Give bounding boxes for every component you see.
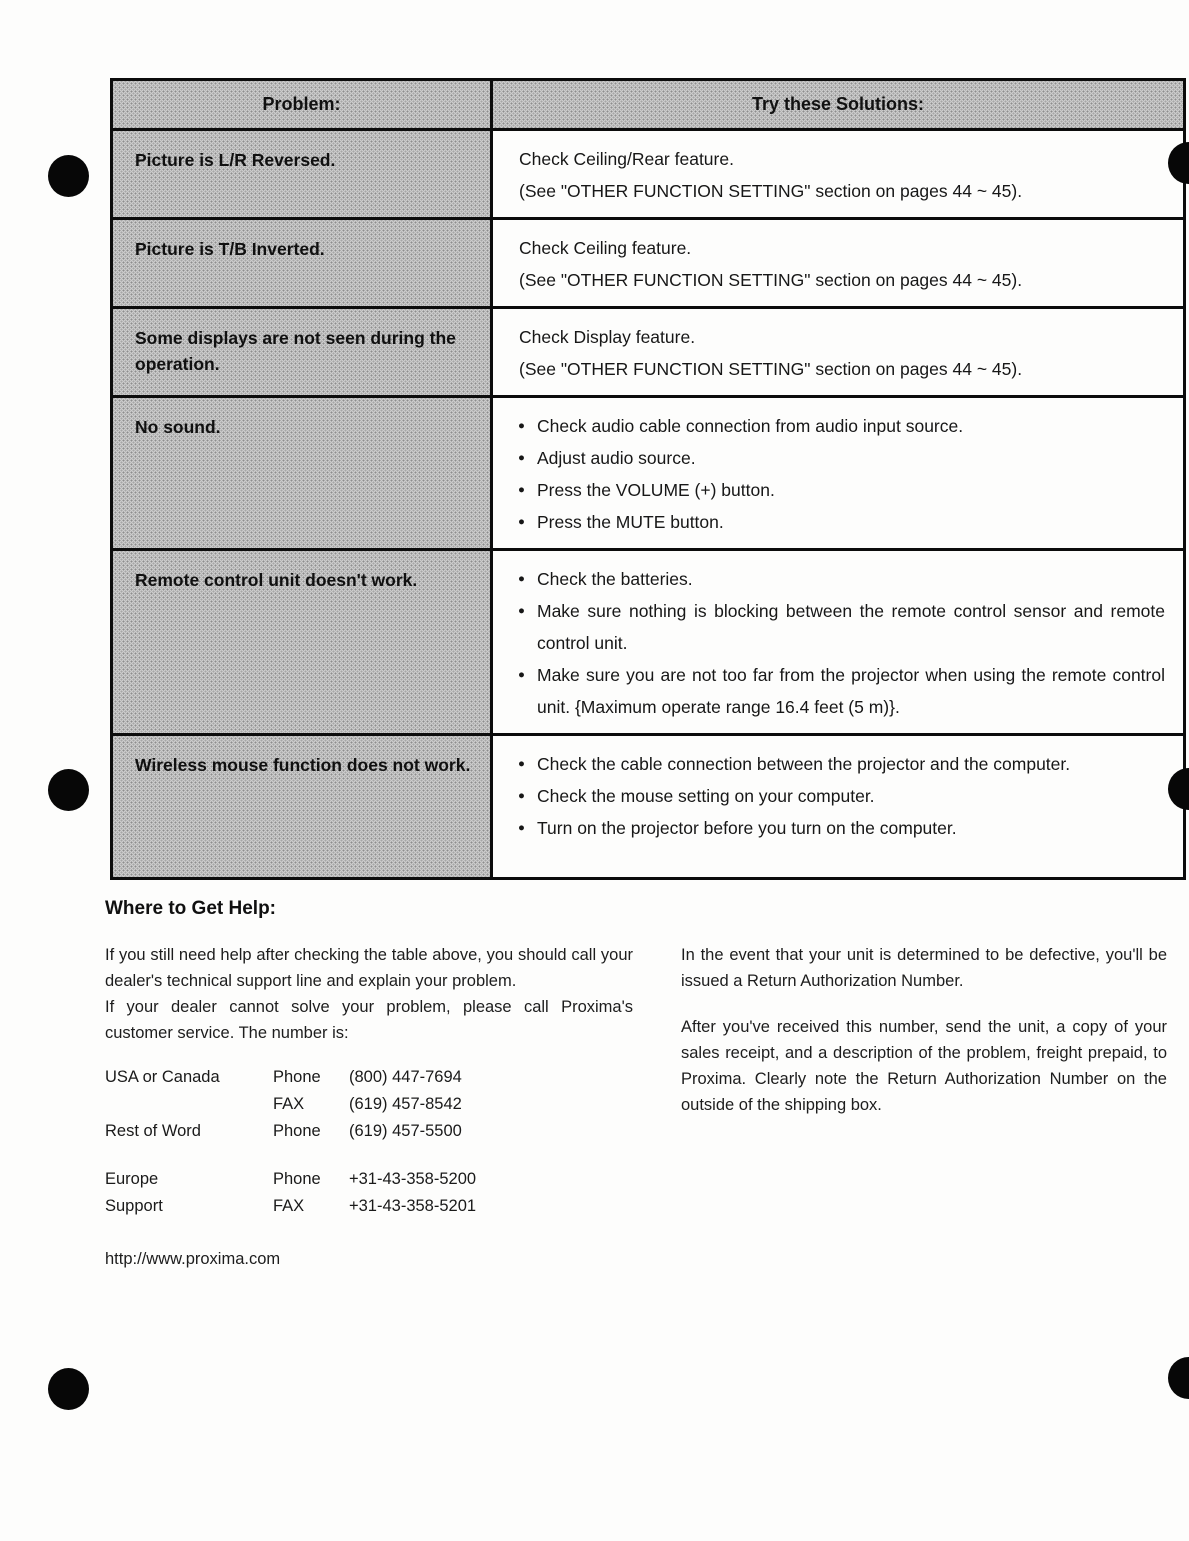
contact-region: USA or Canada xyxy=(105,1068,220,1086)
problem-text: No sound. xyxy=(135,417,221,437)
contact-row xyxy=(105,1091,633,1118)
contact-method: FAX xyxy=(273,1095,305,1113)
table-row xyxy=(112,219,1185,308)
problem-cell xyxy=(112,550,492,735)
solution-line: ● Check audio cable connection from audio input source. xyxy=(519,410,1165,442)
punch-hole xyxy=(48,769,89,811)
problem-text: Picture is L/R Reversed. xyxy=(135,150,336,170)
contact-number: +31-43-358-5201 xyxy=(349,1197,477,1215)
help-columns xyxy=(105,942,1167,1272)
contact-method: FAX xyxy=(273,1197,305,1215)
help-section xyxy=(105,898,1167,1272)
solution-line: ● Adjust audio source. xyxy=(519,442,1165,474)
problem-text: Some displays are not seen during the operation. xyxy=(135,328,456,374)
column-header-solutions: Try these Solutions: xyxy=(492,80,1185,130)
solution-line: (See "OTHER FUNCTION SETTING" section on pages 44 ~ 45). xyxy=(519,181,1023,201)
problem-cell xyxy=(112,130,492,219)
contact-row xyxy=(105,1118,633,1145)
table-row xyxy=(112,308,1185,397)
contact-row xyxy=(105,1193,633,1220)
contact-method: Phone xyxy=(273,1170,321,1188)
solution-line: (See "OTHER FUNCTION SETTING" section on pages 44 ~ 45). xyxy=(519,359,1023,379)
solution-line: ● Make sure nothing is blocking between the remote control sensor and remote control unit. xyxy=(519,595,1165,659)
solution-line: (See "OTHER FUNCTION SETTING" section on pages 44 ~ 45). xyxy=(519,270,1023,290)
punch-hole xyxy=(48,155,89,197)
contact-region: Support xyxy=(105,1197,163,1215)
solution-list xyxy=(519,563,1165,723)
problem-cell xyxy=(112,308,492,397)
solution-line: ● Check the batteries. xyxy=(519,563,1165,595)
table-header-row xyxy=(112,80,1185,130)
contact-number: (619) 457-8542 xyxy=(349,1095,462,1113)
help-paragraph: After you've received this number, send the unit, a copy of your sales receipt, and a description of the problem, freight prepaid, to Proxima. Clearly note the Return Authorization Number on the outside of the shipping box. xyxy=(681,1018,1167,1114)
solution-cell xyxy=(492,219,1185,308)
contact-method: Phone xyxy=(273,1122,321,1140)
problem-cell xyxy=(112,219,492,308)
solution-list xyxy=(519,748,1165,844)
table-row xyxy=(112,397,1185,550)
problem-cell xyxy=(112,397,492,550)
solution-line: Check Ceiling/Rear feature. xyxy=(519,149,734,169)
solution-line: ● Press the VOLUME (+) button. xyxy=(519,474,1165,506)
contact-region: Rest of Word xyxy=(105,1122,201,1140)
problem-text: Remote control unit doesn't work. xyxy=(135,570,418,590)
punch-hole xyxy=(48,1368,89,1410)
help-paragraph: If you still need help after checking the table above, you should call your dealer's technical support line and explain your problem. xyxy=(105,946,633,990)
solution-line: Check Ceiling feature. xyxy=(519,238,692,258)
table-row xyxy=(112,735,1185,879)
solution-line: ● Check the mouse setting on your computer. xyxy=(519,780,1165,812)
solution-line: ● Turn on the projector before you turn on the computer. xyxy=(519,812,1165,844)
contact-number: +31-43-358-5200 xyxy=(349,1170,477,1188)
solution-line: Check Display feature. xyxy=(519,327,696,347)
solution-cell xyxy=(492,130,1185,219)
contact-number: (619) 457-5500 xyxy=(349,1122,462,1140)
help-right-column xyxy=(681,942,1167,1272)
contact-number: (800) 447-7694 xyxy=(349,1068,462,1086)
solution-cell xyxy=(492,735,1185,879)
punch-hole xyxy=(1168,1357,1189,1399)
contact-region xyxy=(105,1091,273,1118)
website-url: http://www.proxima.com xyxy=(105,1250,281,1268)
help-paragraph: If your dealer cannot solve your problem, please call Proxima's customer service. The number is: xyxy=(105,998,633,1042)
contact-row xyxy=(105,1064,633,1091)
help-left-column xyxy=(105,942,633,1272)
problem-cell xyxy=(112,735,492,879)
table-row xyxy=(112,130,1185,219)
help-paragraph: In the event that your unit is determined to be defective, you'll be issued a Return Authorization Number. xyxy=(681,946,1167,990)
solution-line: ● Press the MUTE button. xyxy=(519,506,1165,538)
solution-cell xyxy=(492,308,1185,397)
solution-line: ● Make sure you are not too far from the projector when using the remote control unit. {Maximum operate range 16.4 feet (5 m)}. xyxy=(519,659,1165,723)
table-row xyxy=(112,550,1185,735)
solution-cell xyxy=(492,397,1185,550)
column-header-problem: Problem: xyxy=(112,80,492,130)
contact-list xyxy=(105,1064,633,1220)
solution-cell xyxy=(492,550,1185,735)
solution-list xyxy=(519,410,1165,538)
contact-row xyxy=(105,1166,633,1193)
help-heading: Where to Get Help: xyxy=(105,898,277,919)
troubleshooting-table xyxy=(110,78,1186,880)
problem-text: Picture is T/B Inverted. xyxy=(135,239,325,259)
solution-line: ● Check the cable connection between the projector and the computer. xyxy=(519,748,1165,780)
problem-text: Wireless mouse function does not work. xyxy=(135,755,471,775)
contact-region: Europe xyxy=(105,1170,159,1188)
contact-method: Phone xyxy=(273,1068,321,1086)
